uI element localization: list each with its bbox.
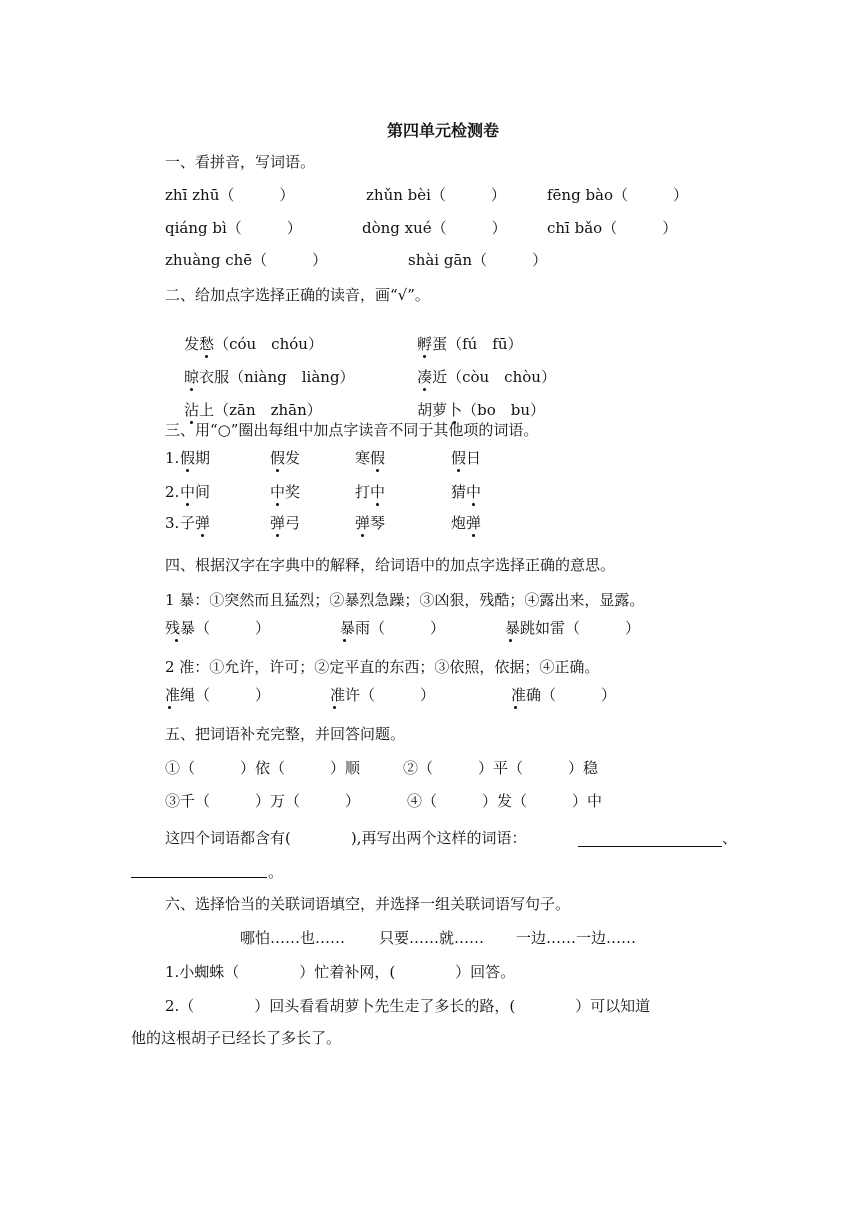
emphasis-dot bbox=[361, 534, 364, 537]
definition-line: 1 暴：①突然而且猛烈；②暴烈急躁；③凶狠，残酷；④露出来，显露。 bbox=[165, 591, 645, 609]
emphasis-dot bbox=[201, 534, 204, 537]
page-title: 第四单元检测卷 bbox=[387, 121, 500, 140]
reading-options: （fú fū） bbox=[447, 335, 523, 353]
reading-options: （cóu chóu） bbox=[214, 335, 323, 353]
emphasis-dot bbox=[509, 639, 512, 642]
idiom-blank: ②（ ）平（ ）稳 bbox=[403, 759, 599, 777]
dotted-word: 发愁 bbox=[184, 335, 214, 353]
pinyin-item: dòng xué（ ） bbox=[362, 219, 507, 237]
emphasis-dot bbox=[376, 469, 379, 472]
group-word: 弹琴 bbox=[355, 513, 385, 533]
conjunction-option: 哪怕……也…… bbox=[240, 929, 346, 947]
emphasis-dot bbox=[376, 503, 379, 506]
conjunction-option: 只要……就…… bbox=[379, 929, 485, 947]
pinyin-item: shài gān（ ） bbox=[408, 251, 548, 269]
section3-heading: 三、用“○”圈出每组中加点字读音不同于其他项的词语。 bbox=[165, 421, 539, 439]
section1-heading: 一、看拼音，写词语。 bbox=[165, 153, 316, 171]
dotted-word: 沾上 bbox=[184, 401, 214, 419]
group-word: 假日 bbox=[451, 448, 481, 468]
emphasis-dot bbox=[186, 503, 189, 506]
meaning-item: 暴雨（ ） bbox=[340, 618, 445, 638]
emphasis-dot bbox=[168, 706, 171, 709]
meaning-item: 准绳（ ） bbox=[165, 685, 270, 705]
conjunction-option: 一边……一边…… bbox=[516, 929, 637, 947]
emphasis-dot bbox=[276, 503, 279, 506]
emphasis-dot bbox=[472, 534, 475, 537]
section2-heading: 二、给加点字选择正确的读音，画“√”。 bbox=[165, 286, 430, 304]
answer-line[interactable] bbox=[578, 846, 722, 847]
emphasis-dot bbox=[175, 639, 178, 642]
idiom-blank: ④（ ）发（ ）中 bbox=[407, 792, 603, 810]
dotted-word: 凑近 bbox=[417, 368, 447, 386]
group-word: 子弹 bbox=[180, 513, 210, 533]
group-word: 寒假 bbox=[355, 448, 385, 468]
group-number: 3. bbox=[165, 514, 180, 532]
group-number: 1. bbox=[165, 449, 180, 467]
group-word: 中间 bbox=[180, 482, 210, 502]
idiom-blank: ③千（ ）万（ ） bbox=[165, 792, 361, 810]
group-word: 炮弹 bbox=[451, 513, 481, 533]
group-word: 打中 bbox=[355, 482, 385, 502]
sentence-question: 2.（ ）回头看看胡萝卜先生走了多长的路，( ）可以知道 bbox=[165, 997, 651, 1015]
definition-line: 2 准：①允许，许可；②定平直的东西；③依照，依据；④正确。 bbox=[165, 658, 600, 676]
reading-options: （bo bu） bbox=[462, 401, 545, 419]
group-number: 2. bbox=[165, 483, 180, 501]
meaning-item: 准许（ ） bbox=[330, 685, 435, 705]
pinyin-item: fēng bào（ ） bbox=[547, 186, 689, 204]
group-word: 猜中 bbox=[451, 482, 481, 502]
sentence-question: 1.小蜘蛛（ ）忙着补网，( ）回答。 bbox=[165, 963, 516, 981]
group-word: 假发 bbox=[270, 448, 300, 468]
emphasis-dot bbox=[186, 469, 189, 472]
meaning-item: 准确（ ） bbox=[511, 685, 616, 705]
reading-options: （còu chòu） bbox=[447, 368, 556, 386]
reading-options: （niàng liàng） bbox=[229, 368, 355, 386]
emphasis-dot bbox=[472, 503, 475, 506]
sentence-question-cont: 他的这根胡子已经长了多长了。 bbox=[131, 1029, 342, 1047]
group-word: 弹弓 bbox=[270, 513, 300, 533]
question-text: 这四个词语都含有( ),再写出两个这样的词语： bbox=[165, 829, 527, 847]
answer-line[interactable] bbox=[131, 877, 267, 878]
reading-options: （zān zhān） bbox=[214, 401, 322, 419]
dotted-word: 胡萝卜 bbox=[417, 401, 462, 419]
separator: 、 bbox=[722, 829, 738, 847]
dotted-word: 晾衣服 bbox=[184, 368, 229, 386]
pinyin-item: zhī zhū（ ） bbox=[165, 186, 295, 204]
meaning-item: 残暴（ ） bbox=[165, 618, 270, 638]
pinyin-item: chī bǎo（ ） bbox=[547, 219, 678, 237]
group-word: 中奖 bbox=[270, 482, 300, 502]
section5-heading: 五、把词语补充完整，并回答问题。 bbox=[165, 725, 406, 743]
emphasis-dot bbox=[457, 469, 460, 472]
emphasis-dot bbox=[276, 534, 279, 537]
pinyin-item: zhǔn bèi（ ） bbox=[366, 186, 506, 204]
pinyin-item: zhuàng chē（ ） bbox=[165, 251, 328, 269]
period: 。 bbox=[268, 863, 284, 881]
emphasis-dot bbox=[333, 706, 336, 709]
section6-heading: 六、选择恰当的关联词语填空，并选择一组关联词语写句子。 bbox=[165, 895, 571, 913]
idiom-blank: ①（ ）依（ ）顺 bbox=[165, 759, 361, 777]
emphasis-dot bbox=[343, 639, 346, 642]
pinyin-item: qiáng bì（ ） bbox=[165, 219, 302, 237]
emphasis-dot bbox=[514, 706, 517, 709]
section4-heading: 四、根据汉字在字典中的解释，给词语中的加点字选择正确的意思。 bbox=[165, 556, 616, 574]
emphasis-dot bbox=[276, 469, 279, 472]
meaning-item: 暴跳如雷（ ） bbox=[505, 618, 640, 638]
dotted-word: 孵蛋 bbox=[417, 335, 447, 353]
group-word: 假期 bbox=[180, 448, 210, 468]
